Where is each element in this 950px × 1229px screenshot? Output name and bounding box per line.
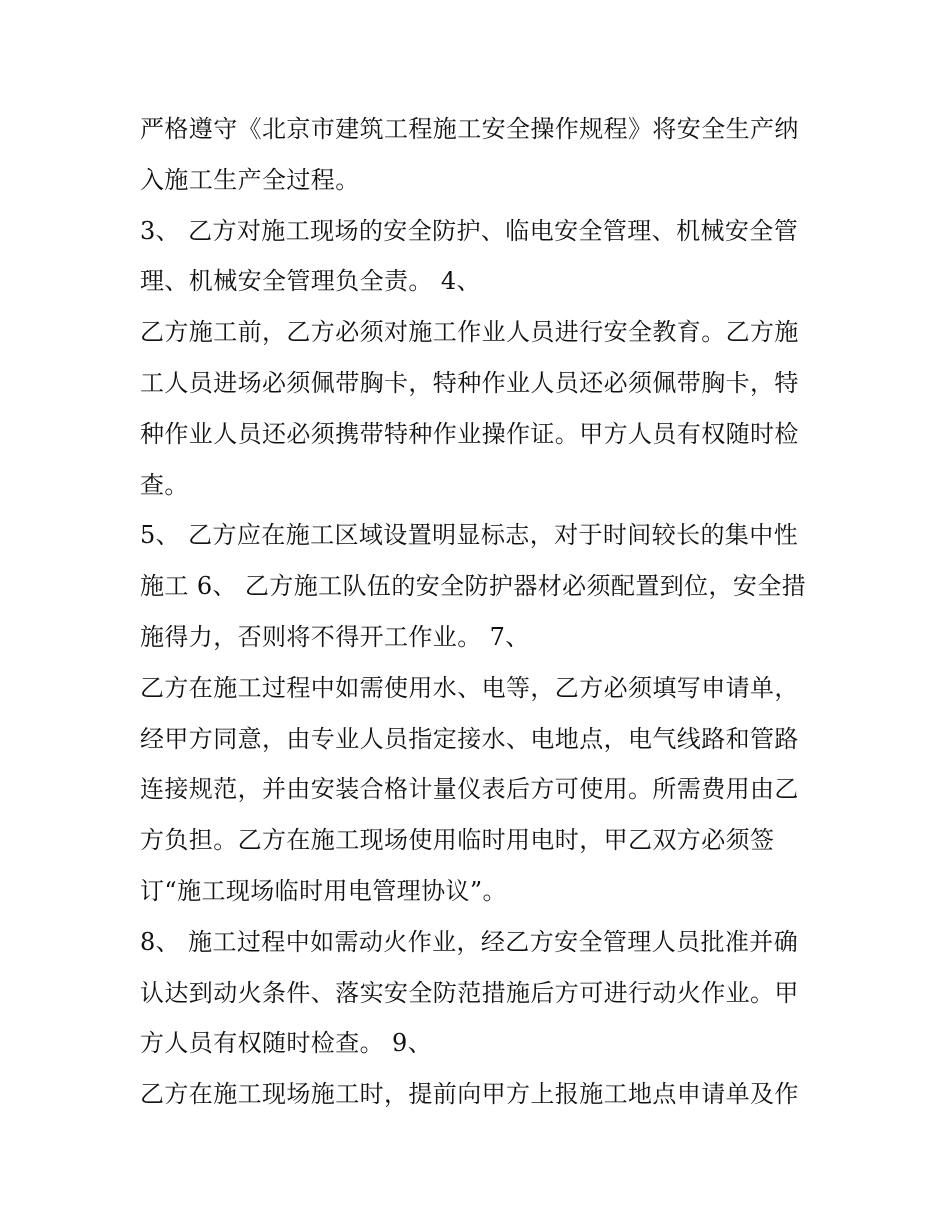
text-line-16: 订“施工现场临时用电管理协议”。 [140,876,507,905]
text-line-8: 查。 [140,470,189,499]
text-line-5: 乙方施工前，乙方必须对施工作业人员进行安全教育。乙方施 [140,318,799,347]
document-body [140,104,820,1120]
text-line-15: 方负担。乙方在施工现场使用临时用电时，甲乙双方必须签 [140,826,775,855]
text-line-9: 5、 乙方应在施工区域设置明显标志，对于时间较长的集中性 [140,521,799,550]
text-line-18: 认达到动火条件、落实安全防范措施后方可进行动火作业。甲 [140,978,799,1007]
text-line-11: 施得力，否则将不得开工作业。 7、 [140,622,530,651]
text-line-6: 工人员进场必须佩带胸卡，特种作业人员还必须佩带胸卡，特 [140,368,799,397]
text-line-20: 乙方在施工现场施工时，提前向甲方上报施工地点申请单及作 [140,1080,799,1109]
text-line-14: 连接规范，并由安装合格计量仪表后方可使用。所需费用由乙 [140,775,799,804]
text-line-10: 施工 6、 乙方施工队伍的安全防护器材必须配置到位，安全措 [140,572,807,601]
text-line-13: 经甲方同意，由专业人员指定接水、电地点，电气线路和管路 [140,724,799,753]
text-line-12: 乙方在施工过程中如需使用水、电等，乙方必须填写申请单， [140,673,799,702]
text-line-19: 方人员有权随时检查。 9、 [140,1029,433,1058]
text-line-2: 入施工生产全过程。 [140,165,360,194]
text-line-3: 3、 乙方对施工现场的安全防护、临电安全管理、机械安全管 [140,216,799,245]
text-line-4: 理、机械安全管理负全责。 4、 [140,267,481,296]
text-line-7: 种作业人员还必须携带特种作业操作证。甲方人员有权随时检 [140,419,799,448]
text-line-17: 8、 施工过程中如需动火作业，经乙方安全管理人员批准并确 [140,927,799,956]
text-line-1: 严格遵守《北京市建筑工程施工安全操作规程》将安全生产纳 [140,115,799,143]
